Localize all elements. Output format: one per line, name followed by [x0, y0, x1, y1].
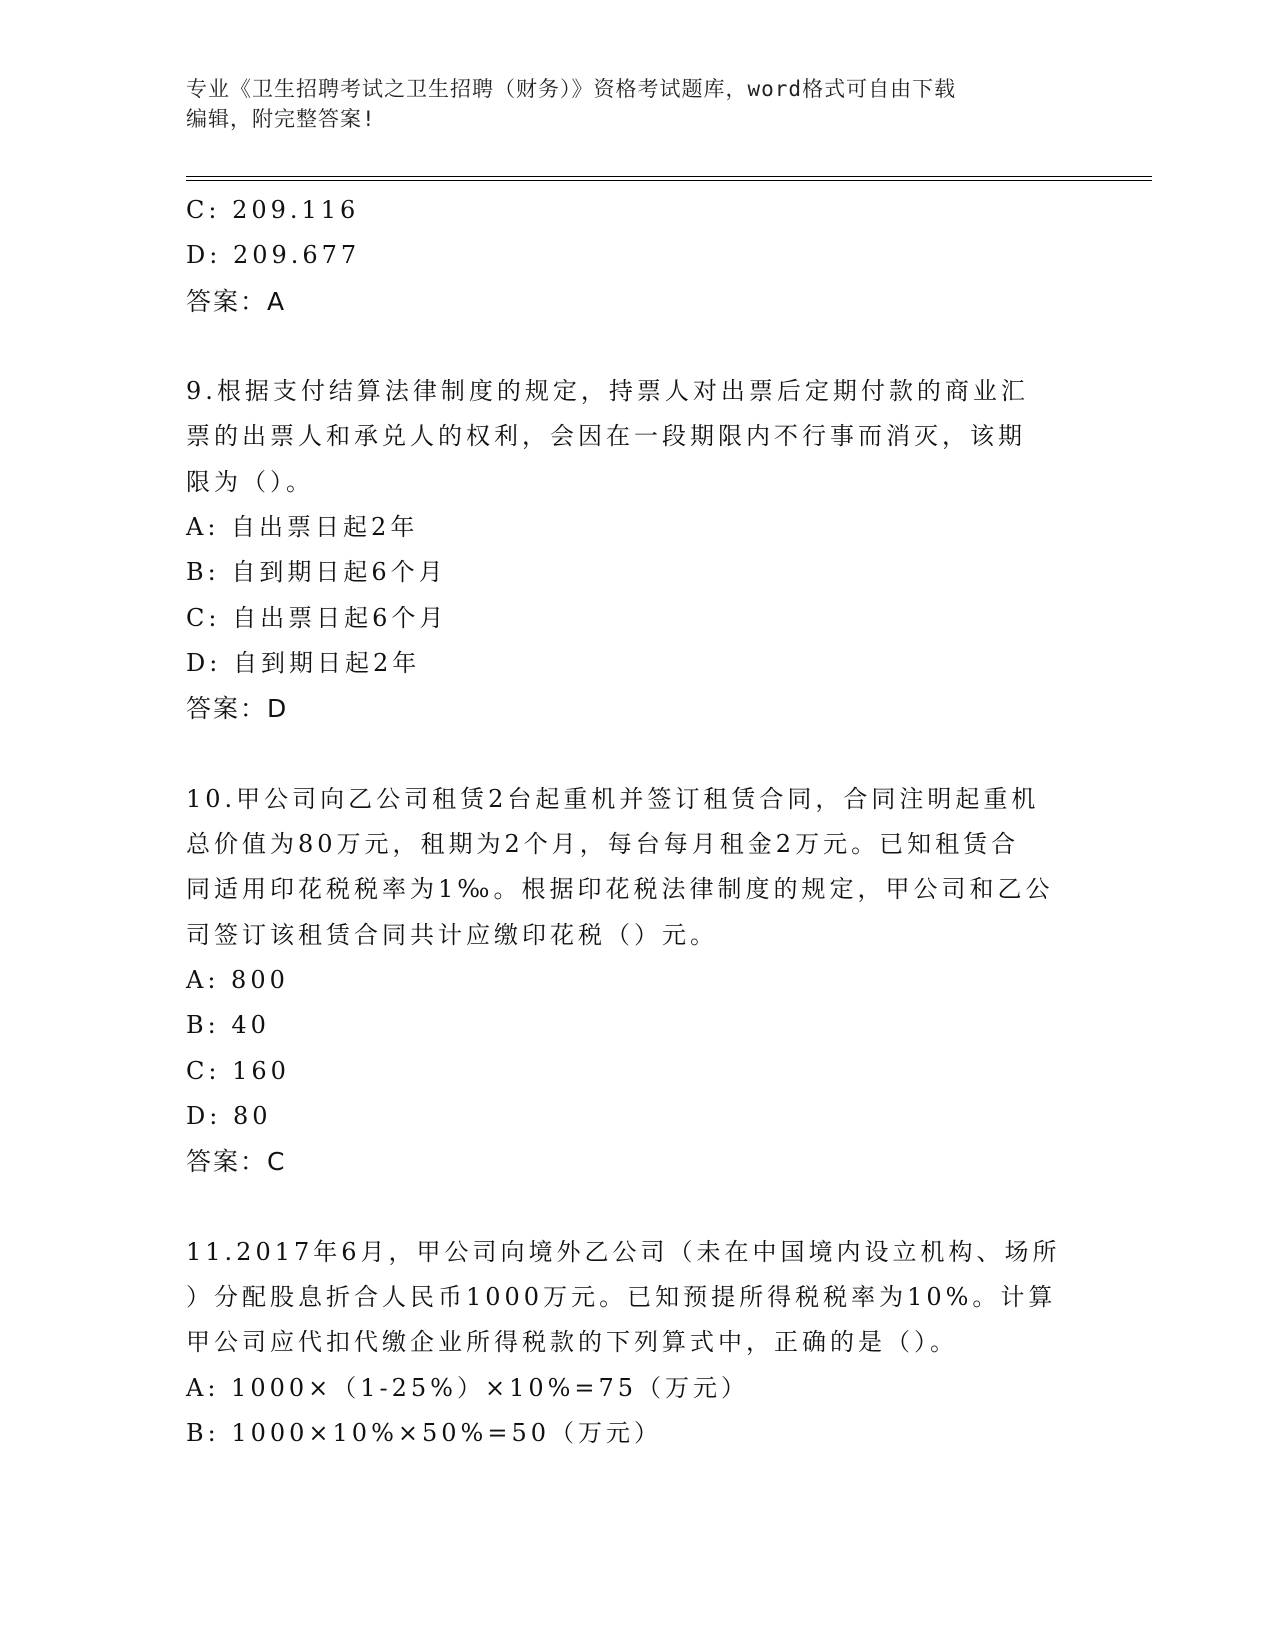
spacer: [186, 324, 1086, 369]
question-stem-line: 10.甲公司向乙公司租赁2台起重机并签订租赁合同，合同注明起重机: [186, 784, 1040, 813]
question-stem-line: 同适用印花税税率为1‰。根据印花税法律制度的规定，甲公司和乙公: [186, 875, 1054, 904]
question-block: [186, 369, 1086, 731]
question-stem-line: 票的出票人和承兑人的权利，会因在一段期限内不行事而消灭，该期: [186, 422, 1026, 451]
answer-line: 答案：A: [186, 286, 287, 316]
option-line: A: 自出票日起2年: [186, 513, 419, 542]
spacer: [186, 732, 1086, 777]
question-block: [186, 777, 1086, 1185]
option-line: C: 209.116: [186, 196, 360, 224]
page-header: [186, 74, 1066, 134]
question-stem-line: 甲公司应代扣代缴企业所得税款的下列算式中，正确的是（）。: [186, 1328, 958, 1357]
header-line-2: 编辑，附完整答案!: [186, 107, 376, 131]
option-line: A: 1000×（1-25%）×10%=75（万元）: [186, 1373, 750, 1402]
option-line: B: 1000×10%×50%=50（万元）: [186, 1419, 662, 1448]
question-block: [186, 1230, 1086, 1456]
answer-line: 答案：C: [186, 1147, 287, 1177]
question-stem-line: 总价值为80万元，租期为2个月，每台每月租金2万元。已知租赁合: [186, 830, 1020, 859]
option-line: D: 自到期日起2年: [186, 648, 421, 677]
question-stem-line: 限为（）。: [186, 467, 314, 496]
question-stem-line: 11.2017年6月，甲公司向境外乙公司（未在中国境内设立机构、场所: [186, 1237, 1061, 1266]
option-line: C: 160: [186, 1056, 290, 1085]
question-stem-line: ）分配股息折合人民币1000万元。已知预提所得税税率为10%。计算: [186, 1283, 1057, 1312]
option-line: C: 自出票日起6个月: [186, 603, 448, 632]
option-line: B: 自到期日起6个月: [186, 558, 447, 587]
question-content: [186, 188, 1086, 1456]
answer-line: 答案：D: [186, 694, 289, 724]
spacer: [186, 1185, 1086, 1230]
header-divider-top: [186, 176, 1152, 177]
header-divider-bottom: [186, 180, 1152, 181]
option-line: D: 209.677: [186, 241, 361, 270]
option-line: B: 40: [186, 1011, 270, 1040]
header-line-1: 专业《卫生招聘考试之卫生招聘（财务）》资格考试题库，word格式可自由下载: [186, 77, 957, 101]
option-line: A: 800: [186, 966, 289, 995]
question-stem-line: 9.根据支付结算法律制度的规定，持票人对出票后定期付款的商业汇: [186, 377, 1029, 406]
question-stem-line: 司签订该租赁合同共计应缴印花税（）元。: [186, 920, 718, 949]
option-line: D: 80: [186, 1101, 272, 1130]
